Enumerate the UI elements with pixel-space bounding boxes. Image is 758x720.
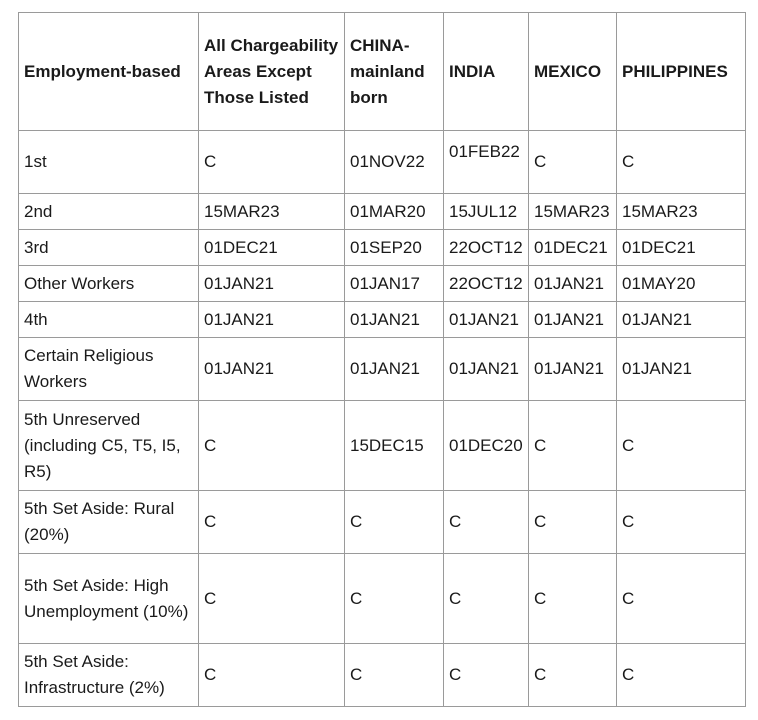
cell-china: C <box>345 644 444 707</box>
table-row <box>19 266 746 302</box>
table-row <box>19 491 746 554</box>
cell-philippines: 01DEC21 <box>617 230 746 266</box>
cell-india: 01FEB22 <box>444 131 529 194</box>
header-philippines: PHILIPPINES <box>617 13 746 131</box>
table-row <box>19 338 746 401</box>
header-category: Employment-based <box>19 13 199 131</box>
cell-china: 01JAN21 <box>345 302 444 338</box>
header-all-areas: All Chargeability Areas Except Those Listed <box>199 13 345 131</box>
cell-india: C <box>444 554 529 644</box>
cell-mexico: 01JAN21 <box>529 302 617 338</box>
cell-all-areas: 01DEC21 <box>199 230 345 266</box>
cell-china: 01JAN21 <box>345 338 444 401</box>
cell-india: 01JAN21 <box>444 302 529 338</box>
table-row <box>19 194 746 230</box>
cell-all-areas: 15MAR23 <box>199 194 345 230</box>
table-row <box>19 554 746 644</box>
cell-mexico: 01DEC21 <box>529 230 617 266</box>
cell-india: 22OCT12 <box>444 266 529 302</box>
cell-all-areas: C <box>199 491 345 554</box>
cell-philippines: 01MAY20 <box>617 266 746 302</box>
cell-all-areas: C <box>199 554 345 644</box>
cell-mexico: 15MAR23 <box>529 194 617 230</box>
row-label: 5th Set Aside: Rural (20%) <box>19 491 199 554</box>
table-row <box>19 230 746 266</box>
cell-philippines: 01JAN21 <box>617 302 746 338</box>
header-row <box>19 13 746 131</box>
row-label: Certain Religious Workers <box>19 338 199 401</box>
cell-philippines: 15MAR23 <box>617 194 746 230</box>
row-label: 5th Unreserved (including C5, T5, I5, R5) <box>19 401 199 491</box>
row-label: 4th <box>19 302 199 338</box>
cell-all-areas: C <box>199 401 345 491</box>
cell-china: 15DEC15 <box>345 401 444 491</box>
row-label: 5th Set Aside: High Unemployment (10%) <box>19 554 199 644</box>
cell-mexico: C <box>529 554 617 644</box>
cell-china: 01SEP20 <box>345 230 444 266</box>
row-label: 5th Set Aside: Infrastructure (2%) <box>19 644 199 707</box>
cell-china: 01JAN17 <box>345 266 444 302</box>
cell-india: C <box>444 491 529 554</box>
cell-india: 22OCT12 <box>444 230 529 266</box>
cell-india: 01DEC20 <box>444 401 529 491</box>
cell-india: 01JAN21 <box>444 338 529 401</box>
header-china: CHINA-mainland born <box>345 13 444 131</box>
cell-all-areas: C <box>199 131 345 194</box>
cell-philippines: C <box>617 401 746 491</box>
cell-china: C <box>345 554 444 644</box>
cell-philippines: C <box>617 131 746 194</box>
cell-china: 01MAR20 <box>345 194 444 230</box>
cell-mexico: 01JAN21 <box>529 338 617 401</box>
cell-all-areas: 01JAN21 <box>199 302 345 338</box>
row-label: 1st <box>19 131 199 194</box>
cell-philippines: C <box>617 491 746 554</box>
cell-india: C <box>444 644 529 707</box>
table-row <box>19 401 746 491</box>
row-label: Other Workers <box>19 266 199 302</box>
cell-philippines: C <box>617 644 746 707</box>
table-row <box>19 644 746 707</box>
row-label: 2nd <box>19 194 199 230</box>
cell-philippines: C <box>617 554 746 644</box>
cell-mexico: 01JAN21 <box>529 266 617 302</box>
cell-mexico: C <box>529 491 617 554</box>
table-row <box>19 131 746 194</box>
header-mexico: MEXICO <box>529 13 617 131</box>
cell-philippines: 01JAN21 <box>617 338 746 401</box>
table-row <box>19 302 746 338</box>
cell-all-areas: 01JAN21 <box>199 338 345 401</box>
header-india: INDIA <box>444 13 529 131</box>
cell-china: C <box>345 491 444 554</box>
cell-mexico: C <box>529 401 617 491</box>
cell-all-areas: C <box>199 644 345 707</box>
visa-bulletin-table <box>18 12 746 707</box>
cell-mexico: C <box>529 131 617 194</box>
cell-mexico: C <box>529 644 617 707</box>
cell-all-areas: 01JAN21 <box>199 266 345 302</box>
cell-india: 15JUL12 <box>444 194 529 230</box>
cell-china: 01NOV22 <box>345 131 444 194</box>
row-label: 3rd <box>19 230 199 266</box>
